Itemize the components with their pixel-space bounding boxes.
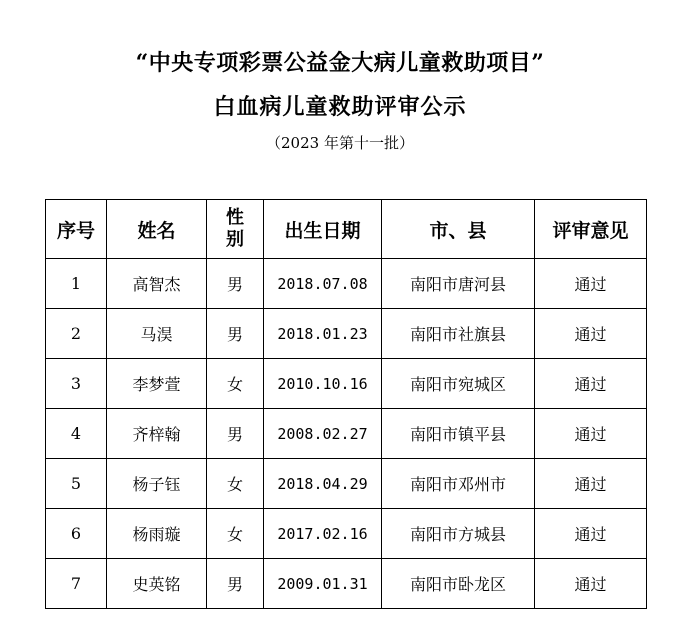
cell-name: 高智杰 [107,259,207,309]
cell-location: 南阳市邓州市 [382,459,535,509]
cell-opinion: 通过 [535,409,647,459]
cell-index: 4 [46,409,107,459]
header-name: 姓名 [107,200,207,259]
cell-location: 南阳市卧龙区 [382,559,535,609]
table-row [46,309,647,359]
document-title-line1: “中央专项彩票公益金大病儿童救助项目” [135,50,545,76]
table-row [46,409,647,459]
cell-location: 南阳市宛城区 [382,359,535,409]
cell-birthdate: 2017.02.16 [264,509,382,559]
header-city-county: 市、县 [382,200,535,259]
cell-index: 2 [46,309,107,359]
cell-opinion: 通过 [535,359,647,409]
cell-opinion: 通过 [535,259,647,309]
table-row [46,359,647,409]
header-gender [207,200,264,259]
document-subtitle: （2023 年第十一批） [266,134,414,152]
cell-name: 马淏 [107,309,207,359]
cell-index: 3 [46,359,107,409]
cell-name: 李梦萱 [107,359,207,409]
cell-name: 史英铭 [107,559,207,609]
cell-opinion: 通过 [535,459,647,509]
cell-name: 杨雨璇 [107,509,207,559]
header-opinion: 评审意见 [535,200,647,259]
cell-index: 6 [46,509,107,559]
cell-index: 7 [46,559,107,609]
cell-birthdate: 2008.02.27 [264,409,382,459]
cell-birthdate: 2018.07.08 [264,259,382,309]
document-title-line2: 白血病儿童救助评审公示 [213,94,467,120]
cell-gender: 女 [207,359,264,409]
cell-gender: 女 [207,459,264,509]
cell-gender: 男 [207,409,264,459]
cell-opinion: 通过 [535,509,647,559]
review-table [45,199,647,609]
cell-gender: 男 [207,259,264,309]
cell-opinion: 通过 [535,559,647,609]
cell-birthdate: 2018.01.23 [264,309,382,359]
cell-opinion: 通过 [535,309,647,359]
cell-birthdate: 2010.10.16 [264,359,382,409]
cell-location: 南阳市镇平县 [382,409,535,459]
header-index: 序号 [46,200,107,259]
cell-birthdate: 2018.04.29 [264,459,382,509]
cell-name: 齐梓翰 [107,409,207,459]
cell-index: 5 [46,459,107,509]
table-row [46,459,647,509]
cell-index: 1 [46,259,107,309]
header-gender-top: 性 [226,207,244,228]
review-table-header [46,200,647,259]
review-table-body [46,259,647,609]
table-row [46,259,647,309]
table-row [46,559,647,609]
cell-name: 杨子钰 [107,459,207,509]
cell-gender: 男 [207,309,264,359]
cell-gender: 男 [207,559,264,609]
cell-gender: 女 [207,509,264,559]
header-gender-bottom: 别 [226,229,244,250]
header-row [46,200,647,259]
cell-location: 南阳市唐河县 [382,259,535,309]
cell-birthdate: 2009.01.31 [264,559,382,609]
cell-location: 南阳市方城县 [382,509,535,559]
table-row [46,509,647,559]
cell-location: 南阳市社旗县 [382,309,535,359]
header-birthdate: 出生日期 [264,200,382,259]
